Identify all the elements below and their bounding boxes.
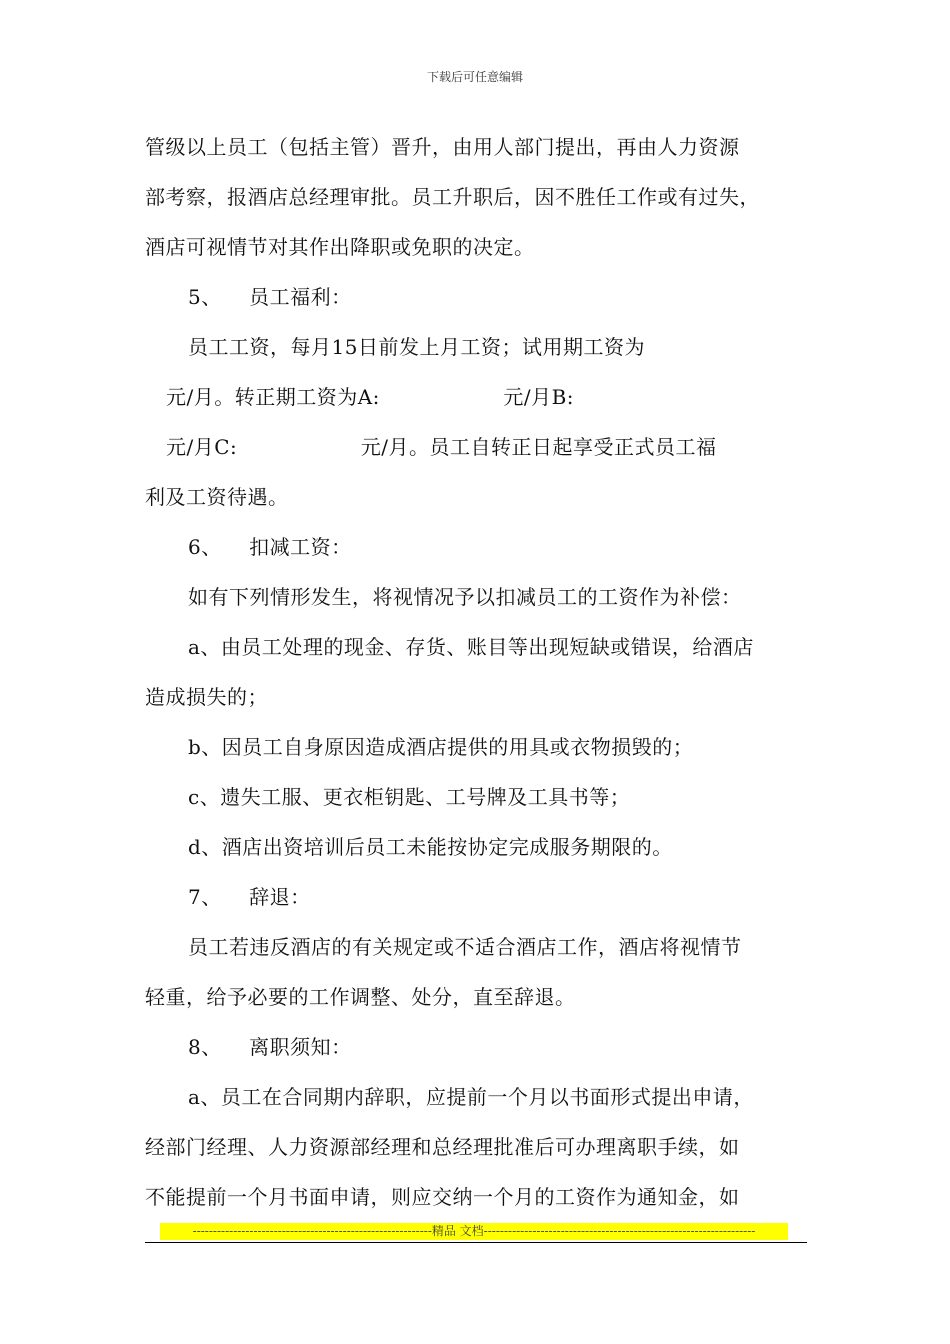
paragraph-line: 管级以上员工（包括主管）晋升，由用人部门提出，再由人力资源 — [145, 135, 740, 159]
list-item: d、酒店出资培训后员工未能按协定完成服务期限的。 — [188, 835, 673, 859]
paragraph-line: 如有下列情形发生，将视情况予以扣减员工的工资作为补偿： — [188, 585, 742, 609]
list-item: a、员工在合同期内辞职，应提前一个月以书面形式提出申请， — [188, 1085, 754, 1109]
paragraph-line: 经部门经理、人力资源部经理和总经理批准后可办理离职手续，如 — [145, 1135, 740, 1159]
paragraph-line: 元/月。转正期工资为A: 元/月B: — [166, 385, 575, 409]
footer-watermark-band: -----------------------------------------------------------精品 文档------------------------------------------------------------------- — [160, 1223, 788, 1240]
section-heading: 6、 扣减工资： — [188, 535, 352, 559]
paragraph-line: 造成损失的； — [145, 685, 268, 709]
list-item: c、遗失工服、更衣柜钥匙、工号牌及工具书等； — [188, 785, 631, 809]
paragraph-line: 员工若违反酒店的有关规定或不适合酒店工作，酒店将视情节 — [188, 935, 742, 959]
section-heading: 8、 离职须知： — [188, 1035, 352, 1059]
paragraph-line: 利及工资待遇。 — [145, 485, 289, 509]
section-heading: 5、 员工福利： — [188, 285, 352, 309]
section-heading: 7、 辞退： — [188, 885, 311, 909]
list-item: a、由员工处理的现金、存货、账目等出现短缺或错误，给酒店 — [188, 635, 754, 659]
footer-rule — [145, 1242, 807, 1243]
list-item: b、因员工自身原因造成酒店提供的用具或衣物损毁的； — [188, 735, 694, 759]
paragraph-line: 员工工资，每月15日前发上月工资；试用期工资为 — [188, 335, 645, 359]
paragraph-line: 不能提前一个月书面申请，则应交纳一个月的工资作为通知金，如 — [145, 1185, 740, 1209]
paragraph-line: 轻重，给予必要的工作调整、处分，直至辞退。 — [145, 985, 576, 1009]
paragraph-line: 元/月C: 元/月。员工自转正日起享受正式员工福 — [166, 435, 717, 459]
page-header-note: 下载后可任意编辑 — [426, 70, 523, 84]
paragraph-line: 酒店可视情节对其作出降职或免职的决定。 — [145, 235, 535, 259]
paragraph-line: 部考察，报酒店总经理审批。员工升职后，因不胜任工作或有过失， — [145, 185, 760, 209]
